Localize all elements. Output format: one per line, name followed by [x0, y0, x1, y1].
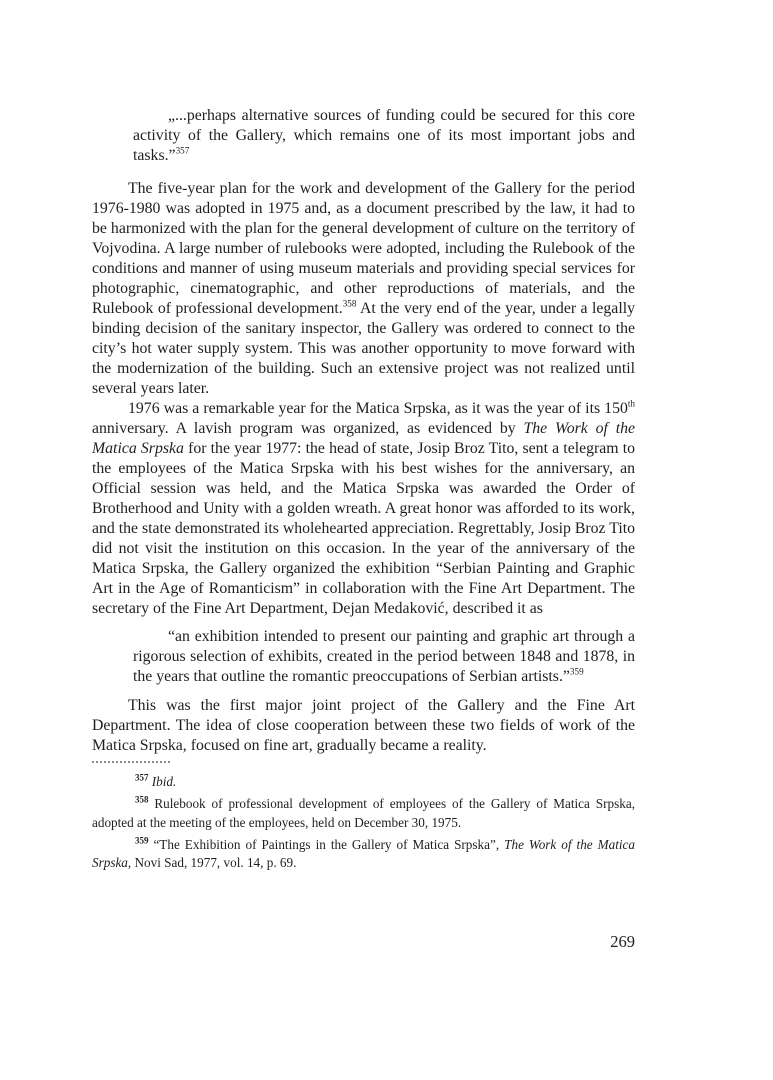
page-number: 269 [610, 932, 635, 951]
superscript-marker: 359 [135, 835, 149, 846]
superscript-marker: 358 [135, 794, 149, 805]
paragraph-five-year-plan [92, 179, 635, 399]
superscript-marker: th [627, 398, 635, 409]
text-run: „...perhaps alternative sources of funding could be secured for this core activity of the Gallery, which remains one of its most important jobs and tasks.” [133, 107, 635, 164]
blockquote-funding [133, 106, 635, 166]
footnotes-section [92, 773, 635, 873]
superscript-marker: 359 [569, 666, 584, 677]
paragraph-joint-project [92, 696, 635, 756]
text-run: , Novi Sad, 1977, vol. 14, p. 69. [127, 855, 297, 870]
text-run: anniversary. A lavish program was organized, as evidenced by [92, 420, 524, 437]
text-run: 1976 was a remarkable year for the Matica Srpska, as it was the year of its 150 [128, 400, 628, 417]
footnote-358 [92, 795, 635, 832]
text-run: The five-year plan for the work and development of the Gallery for the period 1976-1980 was adopted in 1975 and, as a document prescribed by the law, it had to be harmonized with the plan for the general development of culture on the territory of Vojvodina. A large number of rulebooks were adopted, including the Rulebook of the conditions and manner of using museum materials and providing special services for photographic, cinematographic, and other reproductions of materials, and the Rulebook of professional development. [92, 180, 635, 317]
blockquote-exhibition [133, 627, 635, 687]
text-run: “an exhibition intended to present our painting and graphic art through a rigorous selection of exhibits, created in the period between 1848 and 1878, in the years that outline the romantic preoccupations of Serbian artists.” [133, 628, 635, 685]
superscript-marker: 357 [135, 772, 149, 783]
page-content [92, 106, 635, 876]
text-run: “The Exhibition of Paintings in the Gallery of Matica Srpska”, [148, 836, 505, 852]
italic-run: The Work of the Matica Srpska [92, 420, 635, 457]
footnote-separator [92, 761, 170, 763]
text-run: This was the first major joint project of the Gallery and the Fine Art Department. The idea of close cooperation between these two fields of work of the Matica Srpska, focused on fine art, gradually became a reality. [92, 697, 635, 754]
paragraph-anniversary [92, 399, 635, 619]
italic-run: Ibid. [151, 774, 177, 789]
text-run: Rulebook of professional development of employees of the Gallery of Matica Srpska, adopted at the meeting of the employees, held on December 30, 1975. [92, 796, 635, 830]
italic-run: The Work of the Matica Srpska [92, 836, 635, 870]
superscript-marker: 357 [175, 145, 190, 156]
superscript-marker: 358 [342, 298, 357, 309]
text-run: for the year 1977: the head of state, Josip Broz Tito, sent a telegram to the employees of the Matica Srpska with his best wishes for the anniversary, an Official session was held, and the Matica Srpska was awarded the Order of Brotherhood and Unity with a golden wreath. A great honor was afforded to its work, and the state demonstrated its wholehearted appreciation. Regrettably, Josip Broz Tito did not visit the institution on this occasion. In the year of the anniversary of the Matica Srpska, the Gallery organized the exhibition “Serbian Painting and Graphic Art in the Age of Romanticism” in collaboration with the Fine Art Department. The secretary of the Fine Art Department, Dejan Medaković, described it as [92, 440, 636, 617]
footnote-357 [92, 773, 635, 792]
footnote-359 [92, 836, 635, 873]
text-run: At the very end of the year, under a legally binding decision of the sanitary inspector, the Gallery was ordered to connect to the city’s hot water supply system. This was another opportunity to move forward with the modernization of the building. Such an extensive project was not realized until several years later. [92, 300, 635, 397]
